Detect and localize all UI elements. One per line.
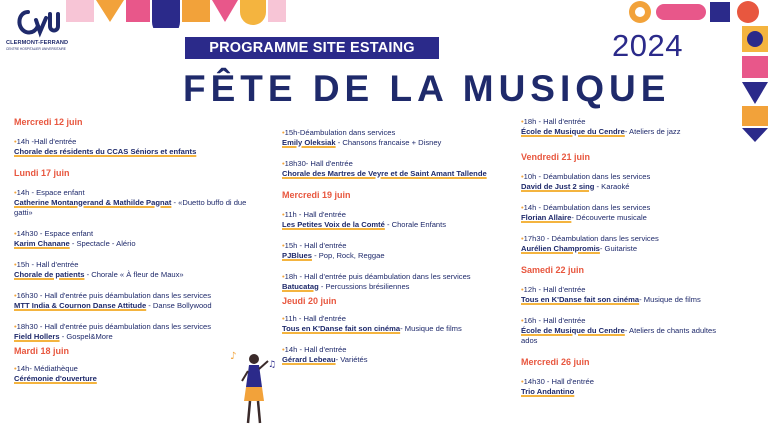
event-performer: Catherine Montangerand & Mathilde Pagnat xyxy=(14,198,172,207)
event-performer: David de Just 2 sing xyxy=(521,182,595,191)
chu-logo xyxy=(12,6,64,40)
logo-name: CLERMONT-FERRAND xyxy=(6,40,69,46)
event-description: - Spectacle - Alério xyxy=(69,239,136,248)
event-item xyxy=(282,272,507,292)
day-block xyxy=(521,152,731,254)
event-performer: Chorale des résidents du CCAS Séniors et enfants xyxy=(14,147,197,156)
bullet-icon: • xyxy=(282,128,285,137)
bullet-icon: • xyxy=(282,159,285,168)
day-block xyxy=(282,296,507,365)
day-block xyxy=(14,117,264,157)
event-performer: Chorale de patients xyxy=(14,270,85,279)
day-heading: Jeudi 20 juin xyxy=(282,296,337,306)
event-item xyxy=(282,128,507,148)
event-time-place: 14h - Déambulation dans les services xyxy=(523,203,651,212)
program-banner: PROGRAMME SITE ESTAING xyxy=(185,37,439,59)
event-description: - Percussions brésiliennes xyxy=(318,282,410,291)
day-heading: Mercredi 26 juin xyxy=(521,357,590,367)
svg-text:♫: ♫ xyxy=(268,360,276,370)
event-item xyxy=(282,314,507,334)
event-time-place: 15h - Hall d'entrée xyxy=(16,260,79,269)
bullet-icon: • xyxy=(282,210,285,219)
event-item xyxy=(14,322,264,342)
event-performer: PJBlues xyxy=(282,251,312,260)
day-block xyxy=(521,117,731,137)
event-description: - Chorale « À fleur de Maux» xyxy=(84,270,184,279)
event-time-place: 14h30 - Espace enfant xyxy=(16,229,94,238)
day-block xyxy=(14,346,264,384)
event-item xyxy=(521,285,731,305)
bullet-icon: • xyxy=(14,137,17,146)
day-block xyxy=(521,265,731,346)
day-heading: Mercredi 19 juin xyxy=(282,190,351,200)
event-description: - Gospel&More xyxy=(59,332,113,341)
event-item xyxy=(521,316,731,346)
schedule-column-2 xyxy=(282,128,507,376)
event-time-place: 18h - Hall d'entrée xyxy=(523,117,586,126)
event-time-place: 15h - Hall d'entrée xyxy=(284,241,347,250)
event-time-place: 10h - Déambulation dans les services xyxy=(523,172,651,181)
event-performer: Emily Oleksiak xyxy=(282,138,336,147)
day-block xyxy=(14,168,264,342)
bullet-icon: • xyxy=(521,234,524,243)
bullet-icon: • xyxy=(14,188,17,197)
event-performer: MTT India & Cournon Danse Attitude xyxy=(14,301,147,310)
event-performer: Trio Andantino xyxy=(521,387,575,396)
bullet-icon: • xyxy=(521,377,524,386)
event-item xyxy=(282,241,507,261)
bullet-icon: • xyxy=(282,314,285,323)
bullet-icon: • xyxy=(521,285,524,294)
top-decoration xyxy=(66,0,286,28)
event-time-place: 16h30 - Hall d'entrée puis déambulation dans les services xyxy=(16,291,212,300)
schedule-column-1 xyxy=(14,117,264,395)
svg-text:♪: ♪ xyxy=(230,351,237,362)
event-description: - Chansons francaise + Disney xyxy=(335,138,442,147)
event-item xyxy=(282,345,507,365)
event-performer: Les Petites Voix de la Comté xyxy=(282,220,385,229)
year: 2024 xyxy=(612,28,683,63)
event-time-place: 16h - Hall d'entrée xyxy=(523,316,586,325)
bullet-icon: • xyxy=(14,229,17,238)
day-heading: Lundi 17 juin xyxy=(14,168,70,178)
bullet-icon: • xyxy=(521,316,524,325)
event-item xyxy=(14,137,264,157)
event-description: - Chorale Enfants xyxy=(384,220,447,229)
event-performer: Tous en K'Danse fait son cinéma xyxy=(282,324,401,333)
event-description: - Pop, Rock, Reggae xyxy=(311,251,385,260)
event-description: - Musique de films xyxy=(400,324,462,333)
event-description: - Découverte musicale xyxy=(571,213,647,222)
event-item xyxy=(521,172,731,192)
event-item xyxy=(14,188,264,218)
event-item xyxy=(521,117,731,137)
event-item xyxy=(282,159,507,179)
event-time-place: 17h30 - Déambulation dans les services xyxy=(523,234,659,243)
event-performer: Gérard Lebeau xyxy=(282,355,336,364)
event-performer: Karim Chanane xyxy=(14,239,70,248)
event-title: FÊTE DE LA MUSIQUE xyxy=(183,68,671,109)
event-item xyxy=(14,364,264,384)
event-description: - Ateliers de jazz xyxy=(624,127,681,136)
event-item xyxy=(521,234,731,254)
event-description: - Guitariste xyxy=(599,244,638,253)
event-item xyxy=(14,229,264,249)
event-description: - Karaoké xyxy=(594,182,630,191)
event-performer: École de Musique du Cendre xyxy=(521,326,625,335)
day-heading: Mercredi 12 juin xyxy=(14,117,83,127)
event-time-place: 18h - Hall d'entrée puis déambulation dans les services xyxy=(284,272,471,281)
event-time-place: 15h-Déambulation dans services xyxy=(284,128,396,137)
event-item xyxy=(14,291,264,311)
event-performer: Aurélien Champromis xyxy=(521,244,600,253)
bullet-icon: • xyxy=(14,322,17,331)
event-item xyxy=(282,210,507,230)
event-performer: Cérémonie d'ouverture xyxy=(14,374,97,383)
bullet-icon: • xyxy=(14,260,17,269)
event-performer: Batucatag xyxy=(282,282,319,291)
event-performer: Chorale des Martres de Veyre et de Saint Amant Tallende xyxy=(282,169,487,178)
event-time-place: 14h -Hall d'entrée xyxy=(16,137,77,146)
day-heading: Samedi 22 juin xyxy=(521,265,585,275)
singer-illustration xyxy=(228,345,276,425)
event-performer: École de Musique du Cendre xyxy=(521,127,625,136)
event-time-place: 14h - Espace enfant xyxy=(16,188,85,197)
event-description: - Ateliers de chants adultes ados xyxy=(521,326,716,345)
event-item xyxy=(521,377,731,397)
bullet-icon: • xyxy=(282,345,285,354)
event-description: - «Duetto buffo di due gatti» xyxy=(14,198,247,217)
day-heading: Mardi 18 juin xyxy=(14,346,70,356)
day-block xyxy=(521,357,731,397)
bullet-icon: • xyxy=(282,241,285,250)
bullet-icon: • xyxy=(14,291,17,300)
event-performer: Field Hollers xyxy=(14,332,60,341)
event-description: - Danse Bollywood xyxy=(146,301,212,310)
event-time-place: 18h30 - Hall d'entrée puis déambulation dans les services xyxy=(16,322,212,331)
day-block xyxy=(282,190,507,292)
event-time-place: 18h30- Hall d'entrée xyxy=(284,159,353,168)
event-description: - Musique de films xyxy=(639,295,701,304)
event-time-place: 11h - Hall d'entrée xyxy=(284,314,346,323)
day-heading: Vendredi 21 juin xyxy=(521,152,591,162)
bullet-icon: • xyxy=(521,172,524,181)
bullet-icon: • xyxy=(14,364,17,373)
bullet-icon: • xyxy=(521,117,524,126)
event-time-place: 14h- Médiathèque xyxy=(16,364,78,373)
event-time-place: 14h30 - Hall d'entrée xyxy=(523,377,594,386)
event-description: - Variétés xyxy=(335,355,368,364)
event-performer: Florian Allaire xyxy=(521,213,572,222)
bullet-icon: • xyxy=(521,203,524,212)
event-time-place: 14h - Hall d'entrée xyxy=(284,345,347,354)
event-time-place: 11h - Hall d'entrée xyxy=(284,210,346,219)
logo-subtitle: CENTRE HOSPITALIER UNIVERSITAIRE xyxy=(6,47,66,51)
bullet-icon: • xyxy=(282,272,285,281)
day-block xyxy=(282,128,507,179)
event-item xyxy=(521,203,731,223)
event-performer: Tous en K'Danse fait son cinéma xyxy=(521,295,640,304)
schedule-column-3 xyxy=(521,117,731,408)
event-item xyxy=(14,260,264,280)
event-time-place: 12h - Hall d'entrée xyxy=(523,285,586,294)
